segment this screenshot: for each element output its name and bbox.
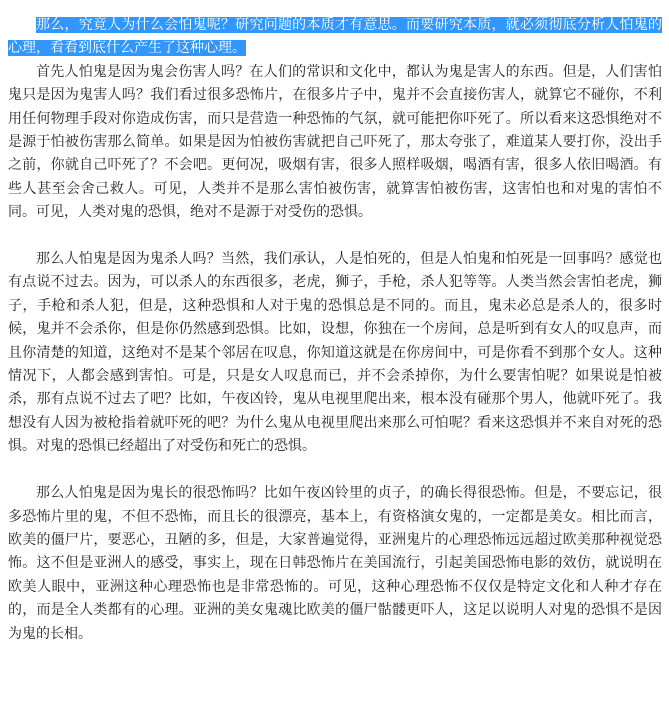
paragraph-killing: 那么人怕鬼是因为鬼杀人吗？当然，我们承认，人是怕死的，但是人怕鬼和怕死是一回事吗？感觉也有点说不过去。因为，可以杀人的东西很多，老虎，狮子，手枪，杀人犯等等。人类当然会害怕老虎，狮子，手枪和杀人犯，但是，这种恐惧和人对于鬼的恐惧总是不同的。而且，鬼未必总是杀人的，很多时候，鬼并不会杀你，但是你仍然感到恐惧。比如，设想，你独在一个房间，总是听到有女人的叹息声，而且你清楚的知道，这绝对不是某个邻居在叹息，你知道这就是在你房间中，可是你看不到那个女人。这种情况下，人都会感到害怕。可是，只是女人叹息而已，并不会杀掉你，为什么要害怕呢？如果说是怕被杀，那有点说不过去了吧？比如，午夜凶铃，鬼从电视里爬出来，根本没有碰那个男人，他就吓死了。我想没有人因为被枪指着就吓死的吧？为什么鬼从电视里爬出来那么可怕呢？看来这恐惧并不来自对死的恐惧。对鬼的恐惧已经超出了对受伤和死亡的恐惧。 [8, 251, 662, 455]
selected-text[interactable]: 那么，究竟人为什么会怕鬼呢？研究问题的本质才有意思。而要研究本质，就必须彻底分析人怕鬼的心理，看看到底什么产生了这种心理。 [8, 17, 662, 57]
paragraph-spacer [8, 225, 662, 248]
intro-paragraph[interactable] [8, 14, 662, 61]
paragraph-injury: 首先人怕鬼是因为鬼会伤害人吗？在人们的常识和文化中，都认为鬼是害人的东西。但是，人们害怕鬼只是因为鬼害人吗？我们看过很多恐怖片，在很多片子中，鬼并不会直接伤害人，就算它不碰你，不利用任何物理手段对你造成伤害，而只是营造一种恐怖的气氛，就可能把你吓死了。所以看来这恐惧绝对不是源于怕被伤害那么简单。如果是因为怕被伤害就把自己吓死了，那太夸张了，难道某人要打你，没出手之前，你就自己吓死了？不会吧。更何况，吸烟有害，很多人照样吸烟，喝酒有害，很多人依旧喝酒。有些人甚至会舍己救人。可见，人类并不是那么害怕被伤害，就算害怕被伤害，这害怕也和对鬼的害怕不同。可见，人类对鬼的恐惧，绝对不是源于对受伤的恐惧。 [8, 63, 662, 221]
paragraph-appearance: 那么人怕鬼是因为鬼长的很恐怖吗？比如午夜凶铃里的贞子，的确长得很恐怖。但是，不要忘记，很多恐怖片里的鬼，不但不恐怖，而且长的很漂亮，基本上，有资格演女鬼的，一定都是美女。相比而言，欧美的僵尸片，要恶心，丑陋的多，但是，大家普遍觉得，亚洲鬼片的心理恐怖远远超过欧美那种视觉恐怖。这不但是亚洲人的感受，事实上，现在日韩恐怖片在美国流行，引起美国恐怖电影的效仿，就说明在欧美人眼中，亚洲这种心理恐怖也是非常恐怖的。可见，这种心理恐怖不仅仅是特定文化和人种才存在的，而是全人类都有的心理。亚洲的美女鬼魂比欧美的僵尸骷髅更吓人，这足以说明人对鬼的恐惧不是因为鬼的长相。 [8, 485, 662, 642]
paragraph-spacer [8, 459, 662, 482]
